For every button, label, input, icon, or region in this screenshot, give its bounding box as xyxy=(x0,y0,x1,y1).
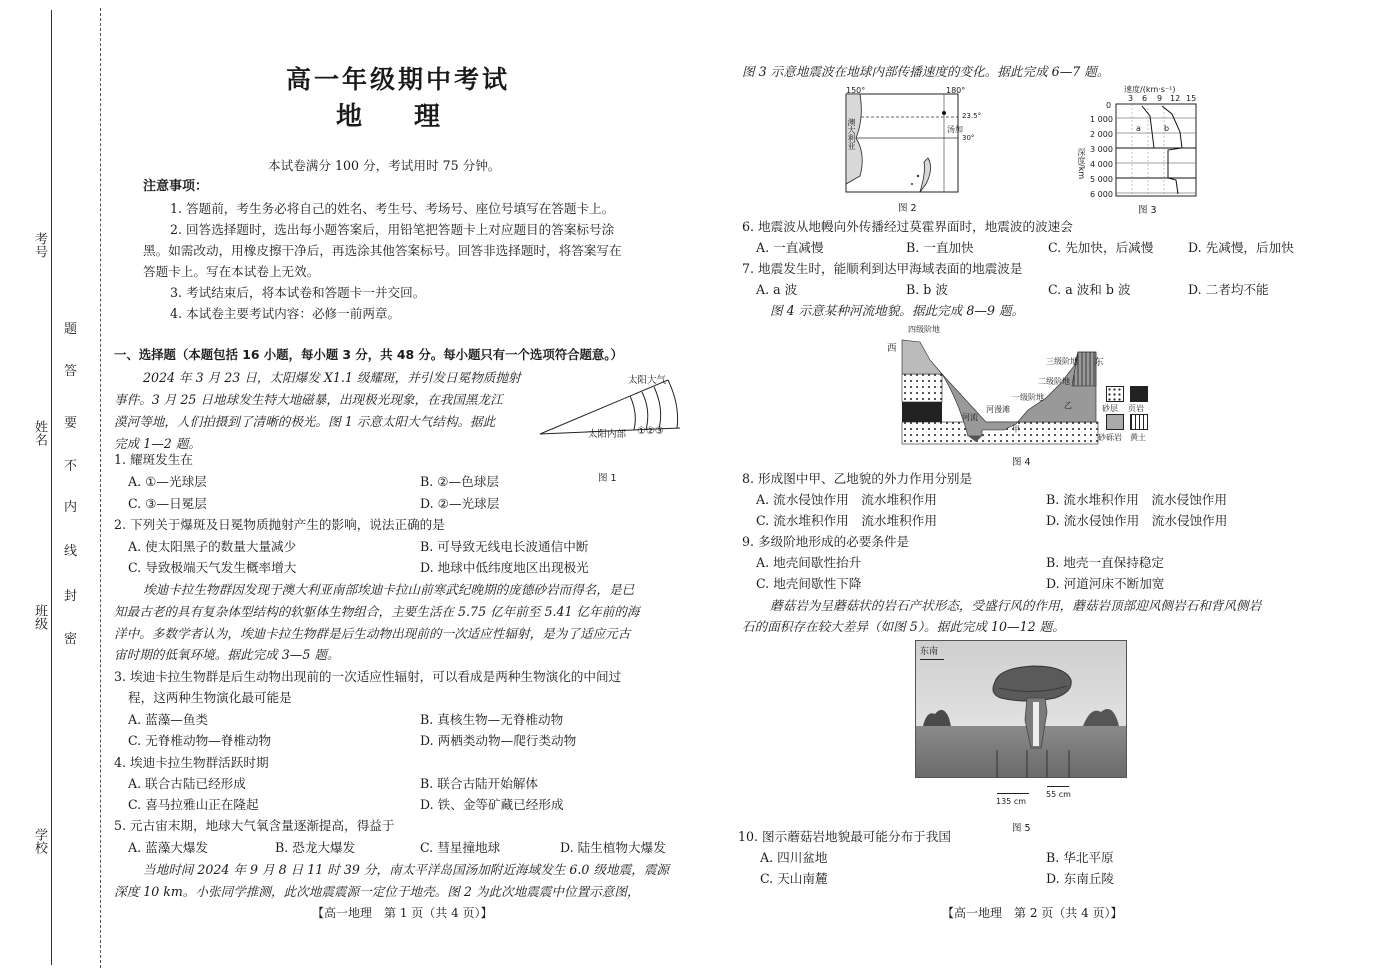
q10-stem: 10. 图示蘑菇岩地貌最可能分布于我国 xyxy=(738,829,951,844)
figure-caption: 图 2 xyxy=(898,203,917,214)
figure-caption: 图 1 xyxy=(598,473,617,484)
q2-option-a[interactable]: A. 使太阳黑子的数量大量减少 xyxy=(128,539,297,554)
q5-option-a[interactable]: A. 蓝藻大爆发 xyxy=(128,840,209,855)
q1-stem: 1. 耀斑发生在 xyxy=(114,452,193,467)
figure-caption: 图 3 xyxy=(1138,205,1157,216)
q10-option-c[interactable]: C. 天山南麓 xyxy=(760,871,828,886)
legend-swatch-sandstone xyxy=(1106,414,1124,430)
q9-option-d[interactable]: D. 河道河床不断加宽 xyxy=(1046,576,1165,591)
fig3-y-tick: 6 000 xyxy=(1090,190,1113,199)
q5-option-c[interactable]: C. 彗星撞地球 xyxy=(420,840,501,855)
q2-stem: 2. 下列关于爆斑及日冕物质抛射产生的影响，说法正确的是 xyxy=(114,517,445,532)
fig4-jia: 甲 xyxy=(1012,425,1020,434)
q8-option-a[interactable]: A. 流水侵蚀作用 流水堆积作用 xyxy=(756,492,937,507)
fig3-title: 速度/(km·s⁻¹) xyxy=(1124,85,1176,94)
class-label: 班级 xyxy=(32,604,47,630)
fig5-direction: 东南 xyxy=(920,647,939,657)
passage-line: 漠河等地，人们拍摄到了清晰的极光。图 1 示意太阳大气结构。据此 xyxy=(114,414,496,429)
fig3-x-tick: 6 xyxy=(1142,94,1148,103)
section-heading: 一、选择题（本题包括 16 小题，每小题 3 分，共 48 分。每小题只有一个选项符合题意。） xyxy=(114,347,623,362)
exam-intro: 本试卷满分 100 分，考试用时 75 分钟。 xyxy=(268,158,501,173)
legend-sandstone: 砂砾岩 xyxy=(1098,433,1122,442)
fig2-place-label: 汤加 xyxy=(947,125,963,134)
q9-option-a[interactable]: A. 地壳间歇性抬升 xyxy=(756,555,862,570)
subject-title: 地 理 xyxy=(336,102,441,132)
note-line: 3. 考试结束后，将本试卷和答题卡一并交回。 xyxy=(170,285,426,300)
fig3-origin-tick: 0 xyxy=(1106,101,1112,110)
note-line: 2. 回答选择题时，选出每小题答案后，用铅笔把答题卡上对应题目的答案标号涂 xyxy=(170,222,615,237)
fig4-yi: 乙 xyxy=(1064,401,1072,410)
q2-option-c[interactable]: C. 导致极端天气发生概率增大 xyxy=(128,560,297,575)
figure-caption: 图 4 xyxy=(1012,457,1031,468)
seal-char: 封 xyxy=(64,589,78,604)
q6-option-c[interactable]: C. 先加快，后减慢 xyxy=(1048,240,1154,255)
q3-option-d[interactable]: D. 两栖类动物—爬行类动物 xyxy=(420,733,577,748)
legend-swatch-loess xyxy=(1130,414,1148,430)
fig3-curve-a: a xyxy=(1136,124,1141,133)
q3-option-a[interactable]: A. 蓝藻—鱼类 xyxy=(128,712,209,727)
fig4-floodplain: 河漫滩 xyxy=(986,405,1010,414)
q7-option-b[interactable]: B. b 波 xyxy=(906,282,948,297)
fig3-y-tick: 4 000 xyxy=(1090,160,1113,169)
fig2-lon-label: 180° xyxy=(946,86,966,95)
q4-option-d[interactable]: D. 铁、金等矿藏已经形成 xyxy=(420,797,564,812)
fig4-east: 东 xyxy=(1094,357,1104,368)
passage-line: 完成 1—2 题。 xyxy=(114,436,202,451)
q7-option-a[interactable]: A. a 波 xyxy=(756,282,798,297)
fig4-terrace-2: 二级阶地 xyxy=(1038,377,1070,386)
q4-stem: 4. 埃迪卡拉生物群活跃时期 xyxy=(114,755,269,770)
binding-line xyxy=(51,10,52,965)
fig5-arrow xyxy=(920,659,944,660)
page-footer: 【高一地理 第 1 页（共 4 页）】 xyxy=(312,906,493,920)
fig2-lon-label: 150° xyxy=(846,86,866,95)
fig4-terrace-4: 四级阶地 xyxy=(908,325,940,334)
q9-stem: 9. 多级阶地形成的必要条件是 xyxy=(742,534,910,549)
figure-4-river-terraces xyxy=(896,330,1106,450)
q5-option-d[interactable]: D. 陆生植物大爆发 xyxy=(560,840,666,855)
note-line: 4. 本试卷主要考试内容：必修一前两章。 xyxy=(170,306,401,321)
passage-line: 事件。3 月 25 日地球发生特大地磁暴，出现极光现象，在我国黑龙江 xyxy=(114,392,503,407)
q5-stem: 5. 元古宙末期，地球大气氧含量逐渐提高，得益于 xyxy=(114,818,395,833)
fig1-outer-label: 太阳大气 xyxy=(628,375,667,386)
passage-line: 蘑菇岩为呈蘑菇状的岩石产状形态，受盛行风的作用，蘑菇岩顶部迎风侧岩石和背风侧岩 xyxy=(770,598,1262,613)
seal-char: 内 xyxy=(64,500,78,515)
q2-option-d[interactable]: D. 地球中低纬度地区出现极光 xyxy=(420,560,589,575)
passage-line: 埃迪卡拉生物群因发现于澳大利亚南部埃迪卡拉山前寒武纪晚期的庞德砂岩而得名，是已 xyxy=(143,582,635,597)
fig5-photo-frame xyxy=(915,640,1127,778)
q10-option-a[interactable]: A. 四川盆地 xyxy=(760,850,828,865)
fig3-x-tick: 3 xyxy=(1128,94,1134,103)
seal-char: 不 xyxy=(64,459,78,474)
q6-stem: 6. 地震波从地幔向外传播经过莫霍界面时，地震波的波速会 xyxy=(742,219,1073,234)
fig3-x-tick: 15 xyxy=(1186,94,1197,103)
note-line: 答题卡上。写在本试卷上无效。 xyxy=(143,264,320,279)
name-label: 姓名 xyxy=(32,420,47,446)
figure-2-map xyxy=(842,88,962,196)
q10-option-d[interactable]: D. 东南丘陵 xyxy=(1046,871,1115,886)
q6-option-b[interactable]: B. 一直加快 xyxy=(906,240,974,255)
fig2-lat-label: 23.5° xyxy=(962,112,982,120)
exam-no-label: 考号 xyxy=(32,232,47,258)
page-footer: 【高一地理 第 2 页（共 4 页）】 xyxy=(942,906,1123,920)
fig4-terrace-1: 一级阶地 xyxy=(1012,393,1044,402)
fig4-west: 西 xyxy=(887,343,897,354)
legend-swatch-sand xyxy=(1106,386,1124,402)
school-label: 学校 xyxy=(32,828,47,854)
q1-option-d[interactable]: D. ②—光球层 xyxy=(420,496,500,511)
q3-stem: 3. 埃迪卡拉生物群是后生动物出现前的一次适应性辐射，可以看成是两种生物演化的中间过 xyxy=(114,669,622,684)
q1-option-b[interactable]: B. ②—色球层 xyxy=(420,474,499,489)
seal-char: 答 xyxy=(64,364,78,379)
fig3-x-tick: 9 xyxy=(1157,94,1163,103)
q8-option-b[interactable]: B. 流水堆积作用 流水侵蚀作用 xyxy=(1046,492,1227,507)
fig5-measure-left xyxy=(997,793,1029,794)
figure-3-seismic-chart xyxy=(1114,102,1204,202)
fig3-x-tick: 12 xyxy=(1170,94,1181,103)
seal-char: 题 xyxy=(64,322,78,337)
seal-dashed-line xyxy=(100,8,101,968)
q7-stem: 7. 地震发生时，能顺利到达甲海域表面的地震波是 xyxy=(742,261,1023,276)
fig3-y-label: 深度/km xyxy=(1077,148,1086,180)
q8-option-c[interactable]: C. 流水堆积作用 流水堆积作用 xyxy=(756,513,937,528)
q3-option-c[interactable]: C. 无脊椎动物—脊椎动物 xyxy=(128,733,272,748)
q5-option-b[interactable]: B. 恐龙大爆发 xyxy=(275,840,356,855)
q6-option-a[interactable]: A. 一直减慢 xyxy=(756,240,824,255)
fig5-measure-right xyxy=(1047,786,1069,787)
fig2-land-label: 澳大利亚 xyxy=(847,118,856,150)
fig1-layer-marks: ①②③ xyxy=(637,426,664,437)
passage-line: 2024 年 3 月 23 日，太阳爆发 X1.1 级耀斑，并引发日冕物质抛射 xyxy=(143,370,521,385)
q9-option-b[interactable]: B. 地壳一直保持稳定 xyxy=(1046,555,1165,570)
note-line: 1. 答题前，考生务必将自己的姓名、考生号、考场号、座位号填写在答题卡上。 xyxy=(170,201,615,216)
passage-line: 图 4 示意某种河流地貌。据此完成 8—9 题。 xyxy=(770,303,1025,318)
q10-option-b[interactable]: B. 华北平原 xyxy=(1046,850,1114,865)
q9-option-c[interactable]: C. 地壳间歇性下降 xyxy=(756,576,862,591)
q6-option-d[interactable]: D. 先减慢，后加快 xyxy=(1188,240,1294,255)
seal-char: 密 xyxy=(64,632,78,647)
q2-option-b[interactable]: B. 可导致无线电长波通信中断 xyxy=(420,539,589,554)
q4-option-a[interactable]: A. 联合古陆已经形成 xyxy=(128,776,246,791)
q3-option-b[interactable]: B. 真核生物—无脊椎动物 xyxy=(420,712,564,727)
passage-line: 洋中。多数学者认为，埃迪卡拉生物群是后生动物出现前的一次适应性辐射，是为了适应元古 xyxy=(114,626,631,641)
fig2-lat-label: 30° xyxy=(962,134,975,142)
figure-caption: 图 5 xyxy=(1012,823,1031,834)
passage-line: 深度 10 km。小张同学推测，此次地震震源一定位于地壳。图 2 为此次地震震中位置示意图， xyxy=(114,884,640,899)
q1-option-c[interactable]: C. ③—日冕层 xyxy=(128,496,207,511)
legend-shale: 页岩 xyxy=(1128,404,1144,413)
passage-line: 知最古老的具有复杂体型结构的软躯体生物组合，主要生活在 5.75 亿年前至 5.41 亿年前的海 xyxy=(114,604,640,619)
fig4-river: 河流 xyxy=(962,413,978,422)
q8-option-d[interactable]: D. 流水侵蚀作用 流水侵蚀作用 xyxy=(1046,513,1228,528)
fig3-y-tick: 3 000 xyxy=(1090,145,1113,154)
fig1-inner-label: 太阳内部 xyxy=(588,429,627,440)
fig5-measure-left-label: 135 cm xyxy=(996,797,1027,806)
q4-option-b[interactable]: B. 联合古陆开始解体 xyxy=(420,776,539,791)
fig3-y-tick: 5 000 xyxy=(1090,175,1113,184)
notes-title: 注意事项： xyxy=(143,179,209,194)
fig3-y-tick: 1 000 xyxy=(1090,115,1113,124)
legend-sand: 砂层 xyxy=(1102,404,1118,413)
exam-title: 高一年级期中考试 xyxy=(286,65,511,94)
q8-stem: 8. 形成图中甲、乙地貌的外力作用分别是 xyxy=(742,471,973,486)
legend-swatch-shale xyxy=(1130,386,1148,402)
fig3-curve-b: b xyxy=(1164,124,1170,133)
seal-char: 要 xyxy=(64,416,78,431)
note-line: 黑。如需改动，用橡皮擦干净后，再选涂其他答案标号。回答非选择题时，将答案写在 xyxy=(143,243,622,258)
fig3-y-tick: 2 000 xyxy=(1090,130,1113,139)
q3-stem-cont: 程，这两种生物演化最可能是 xyxy=(128,690,292,705)
fig4-terrace-3: 三级阶地 xyxy=(1046,357,1078,366)
passage-line: 石的面积存在较大差异（如图 5）。据此完成 10—12 题。 xyxy=(742,619,1065,634)
passage-line: 图 3 示意地震波在地球内部传播速度的变化。据此完成 6—7 题。 xyxy=(742,64,1110,79)
passage-line: 当地时间 2024 年 9 月 8 日 11 时 39 分，南太平洋岛国汤加附近海域发生 6.0 级地震，震源 xyxy=(143,862,670,877)
q7-option-d[interactable]: D. 二者均不能 xyxy=(1188,282,1269,297)
seal-char: 线 xyxy=(64,544,78,559)
q7-option-c[interactable]: C. a 波和 b 波 xyxy=(1048,282,1131,297)
passage-line: 宙时期的低氧环境。据此完成 3—5 题。 xyxy=(114,647,340,662)
fig5-measure-right-label: 55 cm xyxy=(1046,790,1071,799)
legend-loess: 黄土 xyxy=(1130,433,1146,442)
q4-option-c[interactable]: C. 喜马拉雅山正在隆起 xyxy=(128,797,259,812)
q1-option-a[interactable]: A. ①—光球层 xyxy=(128,474,207,489)
